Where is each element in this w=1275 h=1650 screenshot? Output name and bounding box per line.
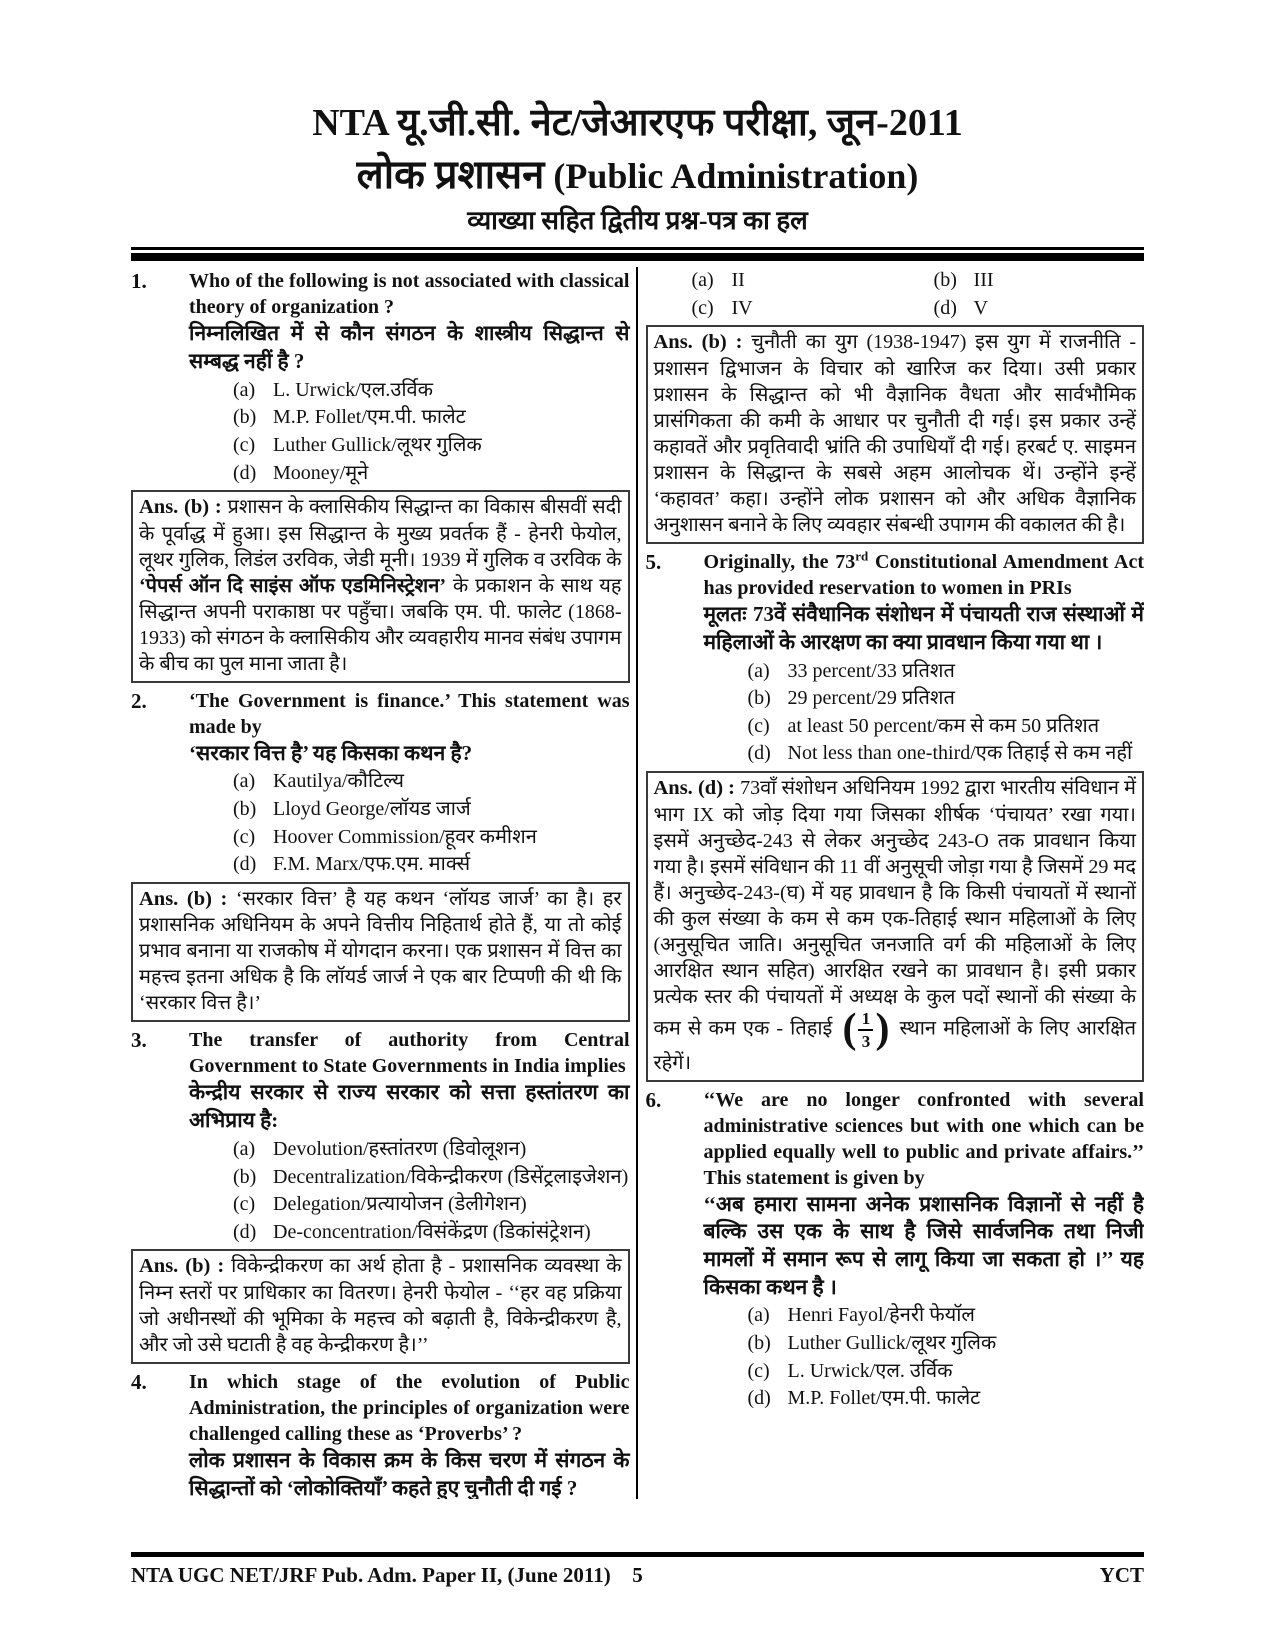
subject-title-english: (Public Administration) bbox=[544, 155, 919, 196]
fraction-stack bbox=[856, 1010, 875, 1050]
question-number: 1. bbox=[131, 269, 147, 294]
option-text: Decentralization/विकेन्द्रीकरण (डिसेंट्रलाइजेशन) bbox=[273, 1165, 629, 1188]
option-row bbox=[704, 1302, 1145, 1330]
option-text: Kautilya/कौटिल्य bbox=[273, 770, 404, 793]
question-block bbox=[131, 688, 630, 879]
option-text: Luther Gullick/लूथर गुलिक bbox=[273, 433, 482, 456]
option-row bbox=[704, 658, 1145, 686]
text-segment: Constitutional Amendment Act has provided reservation to women in PRIs bbox=[703, 551, 1144, 600]
text-segment: के प्रकाशन के साथ यह सिद्धान्त अपनी पराकाष्ठा पर पहुँचा। जबकि एम. पी. फालेट (1868-1933) को संगठन के क्लासिकीय और व्यवहारीय मानव संबंध उपागम के बीच का पुल माना जाता है। bbox=[139, 574, 622, 675]
question-block bbox=[131, 1027, 630, 1246]
option-text: V bbox=[973, 296, 988, 319]
text-segment: Originally, the 73 bbox=[703, 551, 856, 574]
subject-title-hindi: लोक प्रशासन bbox=[356, 151, 545, 197]
option-row bbox=[692, 267, 934, 295]
question-text-hindi: निम्नलिखित में से कौन संगठन के शास्त्रीय सिद्धान्त से सम्बद्ध नहीं है ? bbox=[189, 321, 630, 374]
option-label: (b) bbox=[747, 1332, 771, 1355]
option-label: (a) bbox=[233, 378, 256, 401]
option-text: Luther Gullick/लूथर गुलिक bbox=[787, 1332, 997, 1355]
option-text: F.M. Marx/एफ.एम. मार्क्स bbox=[273, 853, 471, 876]
question-body bbox=[189, 688, 630, 879]
question-block bbox=[131, 268, 630, 487]
option-row bbox=[189, 404, 630, 432]
option-text: L. Urwick/एल. उर्विक bbox=[787, 1359, 953, 1382]
option-label: (c) bbox=[233, 825, 256, 848]
footer-page-number: 5 bbox=[632, 1563, 643, 1587]
fraction-bar bbox=[858, 1029, 873, 1031]
question-text-hindi: केन्द्रीय सरकार से राज्य सरकार को सत्ता हस्तांतरण का अभिप्राय है: bbox=[189, 1080, 630, 1133]
answer-box bbox=[131, 490, 630, 683]
option-text: II bbox=[731, 269, 745, 292]
question-text-english: In which stage of the evolution of Public Administration, the principles of organization were challenged calling these as ‘Proverbs’ ? bbox=[189, 1370, 630, 1445]
text-segment: 73वाँ संशोधन अधिनियम 1992 द्वारा भारतीय संविधान में भाग IX को जोड़ दिया गया जिसका शीर्षक ‘पंचायत’ रखा गया। इसमें अनुच्छेद-243 से लेकर अनुच्छेद 243-O तक प्रावधान किया गया है। इसमें संविधान की 11 वीं अनुसूची जोड़ा गया है जिसमें 29 मद हैं। अनुच्छेद-243-(घ) में यह प्रावधान है कि किसी पंचायतों में स्थानों की कुल संख्या के कम से कम एक-तिहाई स्थान महिलाओं के लिए (अनुसूचित जाति। अनुसूचित जनजाति वर्ग की महिलाओं के लिए आरक्षित स्थान सहित) आरक्षित रखने का प्रावधान है। इसी प्रकार प्रत्येक स्तर की पंचायतों में अध्यक्ष के कुल पदों स्थानों की संख्या के कम से कम एक - तिहाई bbox=[653, 776, 1136, 1040]
exam-title: NTA यू.जी.सी. नेट/जेआरएफ परीक्षा, जून-2011 bbox=[312, 102, 963, 144]
option-label: (a) bbox=[747, 659, 770, 682]
question-number: 5. bbox=[645, 550, 662, 575]
question-body bbox=[704, 1087, 1145, 1413]
option-text: IV bbox=[731, 296, 753, 319]
option-label: (a) bbox=[747, 1304, 770, 1327]
option-text: Lloyd George/लॉयड जार्ज bbox=[273, 798, 471, 821]
option-row bbox=[189, 768, 630, 796]
question-text-english: Who of the following is not associated with classical theory of organization ? bbox=[189, 270, 630, 319]
question-number: 4. bbox=[131, 1369, 147, 1394]
question-block bbox=[131, 1369, 630, 1499]
question-block bbox=[646, 549, 1145, 768]
header-rule-thin bbox=[131, 247, 1144, 250]
left-column bbox=[131, 267, 636, 1499]
option-label: (c) bbox=[233, 433, 256, 456]
option-label: (a) bbox=[691, 269, 714, 292]
question-text-hindi: लोक प्रशासन के विकास क्रम के किस चरण में संगठन के सिद्धान्तों को ‘लोकोक्तियाँ’ कहते हुए चुनौती दी गई ? bbox=[189, 1447, 630, 1500]
header-double-rule bbox=[131, 247, 1144, 261]
question-number: 2. bbox=[131, 688, 147, 713]
footer-row bbox=[131, 1563, 1144, 1588]
option-row bbox=[704, 1385, 1145, 1413]
page-footer bbox=[0, 1552, 1275, 1588]
option-row bbox=[189, 824, 630, 852]
question-text-english: ‘‘We are no longer confronted with several administrative sciences but with one which can be applied equally well to public and private affairs.’’ This statement is given by bbox=[703, 1088, 1144, 1189]
option-row bbox=[704, 713, 1145, 741]
text-segment: स्थान महिलाओं के लिए आरक्षित रहेगें। bbox=[653, 1017, 1136, 1074]
fraction-denominator: 3 bbox=[861, 1031, 871, 1051]
answer-label: Ans. (b) : bbox=[139, 887, 236, 910]
fraction bbox=[842, 1005, 890, 1052]
fraction-paren-open: ( bbox=[842, 1005, 857, 1052]
option-label: (d) bbox=[233, 1220, 257, 1243]
question-text-hindi: ‘‘अब हमारा सामना अनेक प्रशासनिक विज्ञानों से नहीं है बल्कि उस एक के साथ है जिसे सार्वजनिक तथा निजी मामलों में समान रूप से लागू किया जा सकता हो ।’’ यह किसका कथन है । bbox=[703, 1191, 1144, 1299]
answer-box bbox=[646, 325, 1145, 544]
question-body bbox=[189, 268, 630, 487]
question-options bbox=[704, 658, 1145, 768]
answer-label: Ans. (b) : bbox=[139, 1255, 232, 1278]
question-text-english bbox=[704, 549, 1145, 601]
option-label: (b) bbox=[233, 798, 257, 821]
option-row bbox=[692, 295, 934, 323]
text-segment: प्रशासन के क्लासिकीय सिद्धान्त का विकास बीसवीं सदी के पूर्वाद्ध में हुआ। इस सिद्धान्त के मुख्य प्रवर्तक हैं - हेनरी फेयोल, लूथर गुलिक, लिडंल उरविक, जेडी मूनी। 1939 में गुलिक व उरविक के bbox=[139, 496, 622, 571]
answer-box bbox=[646, 771, 1145, 1082]
right-column bbox=[638, 267, 1145, 1499]
option-label: (d) bbox=[233, 853, 257, 876]
option-text: 33 percent/33 प्रतिशत bbox=[787, 659, 955, 682]
option-row bbox=[189, 1219, 630, 1247]
option-text: L. Urwick/एल.उर्विक bbox=[273, 378, 433, 401]
fraction-paren-close: ) bbox=[875, 1005, 890, 1052]
header-rule-thick bbox=[131, 253, 1144, 261]
option-label: (d) bbox=[233, 461, 257, 484]
option-row bbox=[189, 796, 630, 824]
text-segment: विकेन्द्रीकरण का अर्थ होता है - प्रशासनिक व्यवस्था के निम्न स्तरों पर प्राधिकार का वितरण। हेनरी फेयोल - ‘‘हर वह प्रक्रिया जो अधीनस्थों की भूमिका के महत्त्व को बढ़ाती है, विकेन्द्रीकरण है, और जो उसे घटाती है वह केन्द्रीकरण है।’’ bbox=[139, 1255, 622, 1356]
question-options bbox=[189, 768, 630, 878]
option-label: (a) bbox=[233, 770, 256, 793]
question-options bbox=[189, 377, 630, 487]
footer-paper-title: NTA UGC NET/JRF Pub. Adm. Paper II, (June 2011) bbox=[131, 1563, 611, 1587]
fraction-numerator: 1 bbox=[861, 1008, 871, 1028]
option-text: De-concentration/विसंकेंद्रण (डिकांसंट्रेशन) bbox=[273, 1220, 591, 1243]
option-row bbox=[704, 740, 1145, 768]
answer-label: Ans. (b) : bbox=[139, 496, 228, 519]
answer-label: Ans. (b) : bbox=[653, 331, 752, 354]
option-text: Not less than one-third/एक तिहाई से कम नहीं bbox=[787, 742, 1133, 765]
option-text: Devolution/हस्तांतरण (डिवोलूशन) bbox=[273, 1137, 527, 1160]
option-row bbox=[189, 851, 630, 879]
answer-box bbox=[131, 1249, 630, 1364]
option-row bbox=[189, 1191, 630, 1219]
option-label: (c) bbox=[233, 1193, 256, 1216]
option-text: 29 percent/29 प्रतिशत bbox=[787, 687, 955, 710]
option-label: (d) bbox=[747, 742, 771, 765]
page-header bbox=[0, 0, 1275, 261]
text-segment: ‘सरकार वित्त’ है यह कथन ‘लॉयड जार्ज’ का है। हर प्रशासनिक अधिनियम के अपने वित्तीय निहितार्थ होते हैं, या तो कोई प्रभाव बनाना या राजकोष में योगदान करना। एक प्रशासन में वित्त का महत्त्व इतना अधिक है कि लॉयर्ड जार्ज ने एक बार टिप्पणी की थी कि ‘सरकार वित्त है।’ bbox=[139, 887, 622, 1015]
option-text: Delegation/प्रत्यायोजन (डेलीगेशन) bbox=[273, 1193, 527, 1216]
option-row bbox=[934, 295, 1144, 323]
option-label: (b) bbox=[933, 269, 957, 292]
text-segment: चुनौती का युग (1938-1947) इस युग में राजनीति - प्रशासन द्विभाजन के विचार को खारिज कर दिया। उसी प्रकार प्रशासन के सिद्धान्त को भी वैज्ञानिक वैधता और सार्वभौमिक प्रासंगिकता की कमी के आधार पर चुनौती दी गई। इस प्रकार उन्हें कहावतें और प्रवृतिवादी भ्रांति की उपाधियाँ दी गई। हरबर्ट ए. साइमन प्रशासन के सिद्धान्त के सबसे अहम आलोचक थें। उन्होंने इन्हें ‘कहावत’ कहा। उन्होंने लोक प्रशासन को और अधिक वैज्ञानिक अनुशासन बनाने के लिए व्यवहार संबन्धी उपागम की वकालत की है। bbox=[653, 331, 1136, 537]
option-text: Hoover Commission/हूवर कमीशन bbox=[273, 825, 537, 848]
question-text-english: ‘The Government is finance.’ This statement was made by bbox=[189, 689, 630, 738]
question-options bbox=[189, 1136, 630, 1246]
option-text: Mooney/मूने bbox=[273, 461, 369, 484]
header-subtitle: व्याख्या सहित द्वितीय प्रश्न-पत्र का हल bbox=[467, 205, 808, 235]
option-text: Henri Fayol/हेनरी फेयॉल bbox=[787, 1304, 975, 1327]
text-segment: ‘पेपर्स ऑन दि साइंस ऑफ एडमिनिस्ट्रेशन’ bbox=[139, 574, 447, 597]
option-row bbox=[189, 377, 630, 405]
option-row bbox=[934, 267, 1144, 295]
footer-rule bbox=[131, 1552, 1144, 1557]
question-text-hindi: मूलतः 73वें संवैधानिक संशोधन में पंचायती राज संस्थाओं में महिलाओं के आरक्षण का क्या प्रावधान किया गया था । bbox=[703, 602, 1144, 654]
option-label: (b) bbox=[747, 687, 771, 710]
option-label: (d) bbox=[933, 296, 957, 319]
footer-publisher: YCT bbox=[1099, 1563, 1144, 1587]
option-row bbox=[189, 432, 630, 460]
options-grid bbox=[646, 267, 1145, 322]
option-text: at least 50 percent/कम से कम 50 प्रतिशत bbox=[787, 714, 1100, 737]
question-body bbox=[189, 1369, 630, 1499]
option-row bbox=[704, 1358, 1145, 1386]
question-block bbox=[646, 1087, 1145, 1413]
option-label: (c) bbox=[747, 714, 770, 737]
answer-label: Ans. (d) : bbox=[653, 776, 741, 799]
option-label: (d) bbox=[747, 1387, 771, 1410]
option-label: (c) bbox=[747, 1359, 770, 1382]
question-text-english: The transfer of authority from Central Government to State Governments in India implies bbox=[189, 1029, 630, 1078]
option-text: III bbox=[973, 269, 994, 292]
option-label: (a) bbox=[233, 1137, 256, 1160]
option-label: (b) bbox=[233, 1165, 257, 1188]
subject-title bbox=[0, 148, 1275, 202]
question-body bbox=[189, 1027, 630, 1246]
question-options bbox=[704, 1302, 1145, 1412]
question-text-hindi: ‘सरकार वित्त है’ यह किसका कथन है? bbox=[189, 740, 473, 765]
question-body bbox=[704, 549, 1145, 768]
option-label: (b) bbox=[233, 406, 257, 429]
option-row bbox=[189, 460, 630, 488]
option-row bbox=[189, 1164, 630, 1192]
option-row bbox=[189, 1136, 630, 1164]
option-row bbox=[704, 685, 1145, 713]
answer-box bbox=[131, 882, 630, 1023]
text-segment: rd bbox=[855, 548, 869, 564]
option-text: M.P. Follet/एम.पी. फालेट bbox=[787, 1387, 981, 1410]
question-columns bbox=[131, 267, 1144, 1499]
question-number: 3. bbox=[131, 1028, 147, 1053]
option-label: (c) bbox=[691, 296, 714, 319]
option-row bbox=[704, 1330, 1145, 1358]
option-text: M.P. Follet/एम.पी. फालेट bbox=[273, 406, 466, 429]
question-number: 6. bbox=[645, 1087, 662, 1112]
